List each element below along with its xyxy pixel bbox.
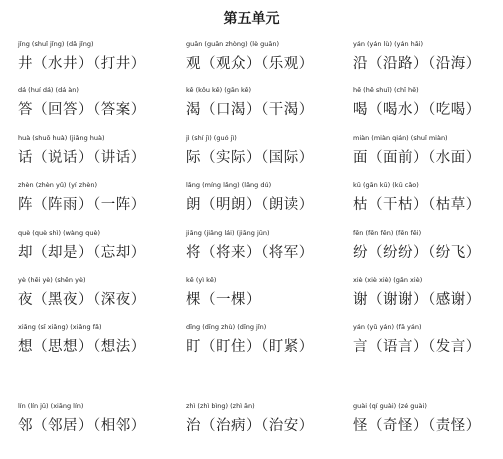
- pinyin-line: xiǎng (sī xiǎng) (xiǎng fǎ): [18, 323, 102, 331]
- character-line: 阵（阵雨）（一阵）: [18, 197, 146, 213]
- character-line: 邻（邻居）（相邻）: [18, 418, 146, 434]
- vocab-entry: [353, 229, 481, 262]
- pinyin-line: jì (shí jì) (guó jì): [186, 134, 237, 142]
- character-line: 纷（纷纷）（纷飞）: [353, 245, 481, 261]
- vocab-entry: [18, 181, 146, 214]
- character-line: 渴（口渴）（干渴）: [186, 102, 314, 118]
- vocab-entry: [186, 181, 314, 214]
- pinyin-line: què (què shì) (wàng què): [18, 229, 100, 237]
- pinyin-line: yán (yán lù) (yán hǎi): [353, 40, 424, 48]
- pinyin-line: guài (qí guài) (zé guài): [353, 402, 427, 410]
- pinyin-line: huà (shuō huà) (jiǎng huà): [18, 134, 105, 142]
- character-line: 夜（黑夜）（深夜）: [18, 292, 146, 308]
- vocab-entry: [353, 40, 481, 73]
- character-line: 井（水井）（打井）: [18, 56, 146, 72]
- vocab-entry: [186, 86, 314, 119]
- character-line: 朗（明朗）（朗读）: [186, 197, 314, 213]
- vocab-entry: [186, 323, 314, 356]
- character-line: 棵（一棵）: [186, 292, 261, 308]
- character-line: 谢（谢谢）（感谢）: [353, 292, 481, 308]
- vocab-entry: [353, 181, 481, 214]
- character-line: 却（却是）（忘却）: [18, 245, 146, 261]
- pinyin-line: dīng (dīng zhù) (dīng jǐn): [186, 323, 267, 331]
- vocab-entry: [18, 40, 146, 73]
- pinyin-line: yán (yǔ yán) (fā yán): [353, 323, 422, 331]
- vocab-entry: [353, 134, 481, 167]
- pinyin-line: kū (gān kū) (kū cǎo): [353, 181, 419, 189]
- page-title: 第五单元: [223, 11, 280, 27]
- pinyin-line: jiāng (jiāng lái) (jiāng jūn): [186, 229, 270, 237]
- character-line: 盯（盯住）（盯紧）: [186, 339, 314, 355]
- character-line: 治（治病）（治安）: [186, 418, 314, 434]
- character-line: 喝（喝水）（吃喝）: [353, 102, 481, 118]
- vocab-entry: [186, 276, 261, 309]
- pinyin-line: yè (hēi yè) (shēn yè): [18, 276, 86, 284]
- pinyin-line: fēn (fēn fēn) (fēn fēi): [353, 229, 422, 237]
- vocab-entry: [186, 229, 314, 262]
- vocab-entry: [18, 323, 146, 356]
- vocab-entry: [18, 134, 146, 167]
- character-line: 面（面前）（水面）: [353, 150, 481, 166]
- vocab-entry: [353, 276, 481, 309]
- character-line: 枯（干枯）（枯草）: [353, 197, 481, 213]
- vocab-entry: [186, 40, 314, 73]
- vocab-entry: [186, 134, 314, 167]
- pinyin-line: zhì (zhì bìng) (zhì ān): [186, 402, 255, 410]
- vocab-entry: [18, 402, 146, 435]
- pinyin-line: zhèn (zhèn yǔ) (yí zhèn): [18, 181, 97, 189]
- character-line: 想（思想）（想法）: [18, 339, 146, 355]
- vocab-entry: [353, 323, 481, 356]
- pinyin-line: jǐng (shuǐ jǐng) (dǎ jǐng): [18, 40, 94, 48]
- pinyin-line: dá (huí dá) (dá àn): [18, 86, 79, 94]
- pinyin-line: lǎng (míng lǎng) (lǎng dú): [186, 181, 272, 189]
- vocab-entry: [353, 86, 481, 119]
- pinyin-line: hē (hē shuǐ) (chī hē): [353, 86, 419, 94]
- character-line: 将（将来）（将军）: [186, 245, 314, 261]
- vocab-entry: [18, 229, 146, 262]
- pinyin-line: miàn (miàn qián) (shuǐ miàn): [353, 134, 448, 142]
- pinyin-line: lín (lín jū) (xiāng lín): [18, 402, 84, 410]
- vocab-entry: [18, 86, 146, 119]
- character-line: 言（语言）（发言）: [353, 339, 481, 355]
- pinyin-line: xiè (xiè xiè) (gǎn xiè): [353, 276, 423, 284]
- vocab-entry: [353, 402, 481, 435]
- pinyin-line: kě (kǒu kě) (gān kě): [186, 86, 252, 94]
- character-line: 怪（奇怪）（责怪）: [353, 418, 481, 434]
- character-line: 观（观众）（乐观）: [186, 56, 314, 72]
- character-line: 答（回答）（答案）: [18, 102, 146, 118]
- vocab-entry: [18, 276, 146, 309]
- pinyin-line: guān (guān zhòng) (lè guān): [186, 40, 280, 48]
- character-line: 沿（沿路）（沿海）: [353, 56, 481, 72]
- character-line: 话（说话）（讲话）: [18, 150, 146, 166]
- pinyin-line: kē (yì kē): [186, 276, 217, 284]
- vocab-entry: [186, 402, 314, 435]
- character-line: 际（实际）（国际）: [186, 150, 314, 166]
